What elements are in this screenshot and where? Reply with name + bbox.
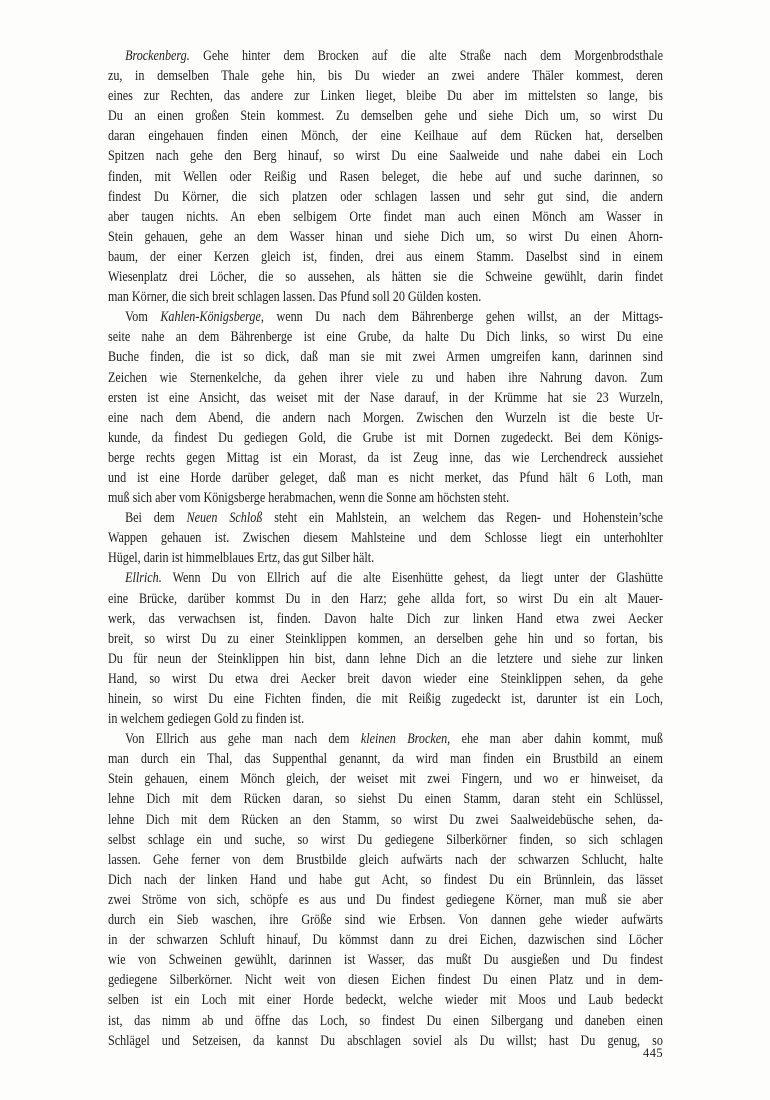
text-segment: Dich nach der linken Hand und habe gut Acht, so findest Du ein Brünnlein, das lässet — [108, 871, 663, 888]
text-line — [108, 428, 663, 448]
text-line — [108, 709, 663, 729]
text-line — [108, 468, 663, 488]
text-line — [108, 528, 663, 548]
text-line — [108, 167, 663, 187]
text-line — [108, 830, 663, 850]
text-line — [108, 347, 663, 367]
text-segment: baum, der einer Kerzen gleich ist, finden, drei aus einem Stamm. Daselbst sind in einem — [108, 248, 663, 265]
text-segment: ersten ist eine Ansicht, das weiset mit der Nase darauf, in der Krümme hat sie 23 Wurzeln, — [108, 389, 663, 406]
text-line — [108, 508, 663, 528]
text-segment: Bei dem — [125, 510, 187, 527]
text-line — [108, 870, 663, 890]
text-segment: Stein gehauen, einem Mönch gleich, der weiset mit zwei Fingern, und wo er hinweiset, da — [108, 771, 663, 788]
text-line — [108, 126, 663, 146]
text-line — [108, 327, 663, 347]
italic-text-segment: Brockenberg. — [125, 48, 190, 64]
text-segment: zwei Ströme von sich, schöpfe es aus und Du findest gediegene Körner, man muß sie aber — [108, 891, 663, 908]
text-line — [108, 810, 663, 830]
text-line — [108, 548, 663, 568]
text-segment: eine nach dem Abend, die andern nach Morgen. Zwischen den Wurzeln ist die beste Ur- — [108, 409, 663, 426]
text-segment: Buche finden, die ist so dick, daß man sie mit zwei Armen umgreifen kann, darinnen sind — [108, 349, 663, 366]
text-segment: selbst schlage ein und suche, so wirst Du gediegene Silberkörner finden, so sich schlagen — [108, 831, 663, 848]
text-segment: Du für neun der Steinklippen hin bist, dann lehne Dich an die letztere und siehe zur linken — [108, 650, 663, 667]
text-line — [108, 187, 663, 207]
text-segment: berge rechts gegen Mittag ist ein Morast, da ist Zeug inne, das wie Lerchendreck aussiehet — [108, 449, 663, 466]
text-segment: findest Du Körner, die sich platzen oder schlagen lassen und sehr gut sind, die andern — [108, 188, 663, 205]
text-line — [108, 1011, 663, 1031]
text-line — [108, 207, 663, 227]
text-segment: daran eingehauen finden einen Mönch, der eine Keilhaue auf dem Rücken hat, derselben — [108, 128, 663, 145]
text-segment: in der schwarzen Schluft hinauf, Du kömmst dann zu drei Eichen, dazwischen sind Löcher — [108, 932, 663, 949]
text-line — [108, 930, 663, 950]
text-segment: finden, mit Wellen oder Reißig und Rasen beleget, die hebe auf und suche darinnen, so — [108, 168, 663, 185]
text-segment: eine Brücke, darüber kommst Du in den Harz; gehe allda fort, so wirst Du ein alt Mauer- — [108, 590, 663, 607]
text-line — [108, 910, 663, 930]
text-line — [108, 789, 663, 809]
text-segment: lassen. Gehe ferner von dem Brustbilde gleich aufwärts nach der schwarzen Schlucht, halte — [108, 851, 663, 868]
text-line — [108, 669, 663, 689]
text-line — [108, 46, 663, 66]
text-segment: Vom — [125, 309, 161, 326]
text-segment: selben ist ein Loch mit einer Horde bedeckt, welche wieder mit Moos und Laub bedeckt — [108, 992, 663, 1009]
italic-text-segment: Ellrich. — [125, 570, 162, 587]
text-line — [108, 227, 663, 247]
text-segment: zu, in demselben Thale gehe hin, bis Du wieder an zwei andere Thäler kommest, deren — [108, 68, 663, 85]
text-segment: Du an einen großen Stein kommest. Zu demselben gehe und siehe Dich um, so wirst Du — [108, 108, 663, 125]
text-segment: man durch ein Thal, das Suppenthal genannt, da wird man finden ein Brustbild an einem — [108, 751, 663, 768]
text-line — [108, 649, 663, 669]
text-segment: in welchem gediegen Gold zu finden ist. — [108, 711, 305, 728]
text-column — [108, 46, 663, 1051]
text-segment: Von Ellrich aus gehe man nach dem — [125, 731, 361, 748]
italic-text-segment: Kahlen-Königsberge, — [160, 309, 264, 326]
text-line — [108, 368, 663, 388]
italic-text-segment: Neuen Schloß — [186, 510, 263, 527]
text-line — [108, 729, 663, 749]
text-line — [108, 287, 663, 307]
text-line — [108, 307, 663, 327]
text-line — [108, 769, 663, 789]
text-segment: muß sich aber vom Königsberge herabmachen, wenn die Sonne am höchsten steht. — [108, 490, 510, 507]
text-segment: man Körner, die sich breit schlagen lassen. Das Pfund soll 20 Gülden kosten. — [108, 289, 482, 306]
text-segment: Stein gehauen, gehe an dem Wasser hinan und siehe Dich um, so wirst Du einen Ahorn- — [108, 228, 663, 245]
text-segment: kunde, da findest Du gediegen Gold, die Grube ist mit Dornen zugedeckt. Bei dem Königs- — [108, 429, 663, 446]
text-line — [108, 589, 663, 609]
page-number: 445 — [643, 1046, 663, 1060]
text-line — [108, 950, 663, 970]
text-segment: werk, das verwachsen ist, finden. Davon halte Dich zur linken Hand etwa zwei Aecker — [108, 610, 663, 627]
text-segment: durch ein Sieb waschen, ihre Größe sind wie Erbsen. Von dannen gehe wieder aufwärts — [108, 912, 663, 929]
text-segment: Wappen gehauen ist. Zwischen diesem Mahlsteine und dem Schlosse liegt ein unterhohlter — [108, 530, 663, 547]
text-segment: Spitzen nach gehe den Berg hinauf, so wirst Du eine Saalweide und nahe dabei ein Loch — [108, 148, 663, 165]
text-segment: Zeichen wie Sternenkelche, da gehen ihrer viele zu und haben ihre Nahrung davon. Zum — [108, 369, 663, 386]
text-line — [108, 970, 663, 990]
text-line — [108, 749, 663, 769]
text-line — [108, 488, 663, 508]
text-line — [108, 609, 663, 629]
text-segment: ehe man aber dahin kommt, muß — [450, 731, 663, 748]
text-segment: wie von Schweinen gewühlt, darinnen ist Wasser, das mußt Du ausgießen und Du findest — [108, 952, 663, 969]
text-segment: Schlägel und Setzeisen, da kannst Du abschlagen soviel als Du willst; hast Du genug, so — [108, 1032, 663, 1049]
text-line — [108, 106, 663, 126]
italic-text-segment: kleinen Brocken, — [360, 731, 451, 748]
text-line — [108, 990, 663, 1010]
text-segment: lehne Dich mit dem Rücken an den Stamm, so wirst Du zwei Saalweidebüsche sehen, da- — [108, 811, 663, 828]
text-segment: und ist eine Horde darüber geleget, daß man es nicht merket, das Pfund hält 6 Loth, man — [108, 469, 663, 486]
text-line — [108, 146, 663, 166]
text-segment: aber taugen nichts. An eben selbigem Orte findet man auch einen Mönch am Wasser in — [108, 208, 663, 225]
text-segment: seite nahe an dem Bährenberge ist eine Grube, da halte Du Dich links, so wirst Du eine — [108, 329, 663, 346]
text-line — [108, 408, 663, 428]
text-segment: Hügel, darin ist himmelblaues Ertz, das gut Silber hält. — [108, 550, 375, 567]
text-line — [108, 388, 663, 408]
text-line — [108, 247, 663, 267]
text-line — [108, 890, 663, 910]
text-segment: lehne Dich mit dem Rücken daran, so siehst Du einen Stamm, daran steht ein Schlüssel, — [108, 791, 663, 808]
text-line — [108, 448, 663, 468]
text-segment: wenn Du nach dem Bährenberge gehen willst, an der Mittags- — [263, 309, 663, 326]
text-segment: breit, so wirst Du zu einer Steinklippen kommen, an derselben gehe hin und so fortan, bis — [108, 630, 663, 647]
text-line — [108, 629, 663, 649]
text-segment: gediegene Silberkörner. Nicht weit von diesen Eichen findest Du einen Platz und in dem- — [108, 972, 663, 989]
text-line — [108, 689, 663, 709]
text-segment: Gehe hinter dem Brocken auf die alte Straße nach dem Morgenbrodsthale — [189, 48, 663, 64]
text-segment: eines zur Rechten, das andere zur Linken lieget, bleibe Du aber im mittelsten so lange, bis — [108, 88, 663, 105]
text-line — [108, 66, 663, 86]
text-segment: steht ein Mahlstein, an welchem das Regen- und Hohenstein’sche — [262, 510, 663, 527]
text-segment: Hand, so wirst Du etwa drei Aecker breit davon wieder eine Steinklippen sehen, da gehe — [108, 670, 663, 687]
text-segment: hinein, so wirst Du eine Fichten finden, die mit Reißig zugedeckt ist, darunter ist ein Loch, — [108, 691, 663, 707]
text-segment: ist, das nimm ab und öffne das Loch, so findest Du einen Silbergang und daneben einen — [108, 1012, 663, 1029]
text-line — [108, 850, 663, 870]
text-segment: Wenn Du von Ellrich auf die alte Eisenhütte gehest, da liegt unter der Glashütte — [161, 570, 663, 587]
text-line — [108, 267, 663, 287]
text-segment: Wiesenplatz drei Löcher, die so aussehen, als hätten sie die Schweine gewühlt, darin findet — [108, 269, 663, 286]
text-line — [108, 568, 663, 588]
text-line — [108, 86, 663, 106]
